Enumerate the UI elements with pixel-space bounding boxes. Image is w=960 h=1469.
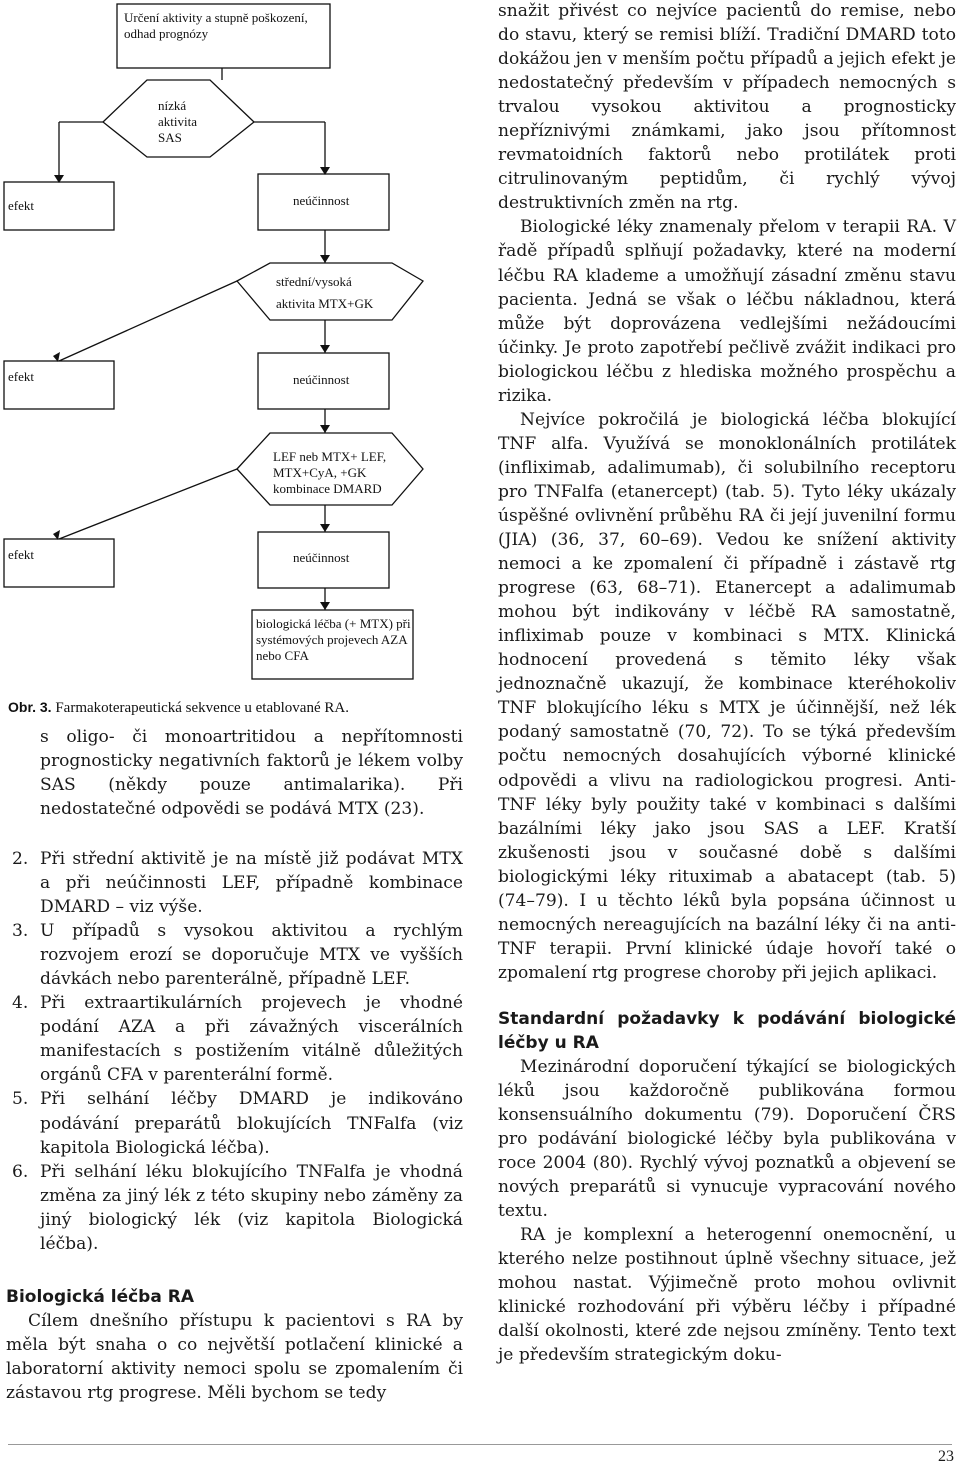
list-text: U případů s vysokou aktivitou a rychlým rozvojem erozí se doporučuje MTX ve vyšších dávkách nebo parenterálně, případně LEF. [40, 921, 463, 990]
flowchart-lines [0, 0, 480, 700]
list-number: 6. [12, 1161, 29, 1182]
fail-text-1: neúčinnost [293, 193, 350, 208]
list-item [12, 1160, 463, 1256]
list-text: Při selhání léku blokujícího TNFalfa je vhodná změna za jiný lék z této skupiny nebo záměny za jiný biologický lék (viz kapitola Biologická léčba). [40, 1161, 463, 1254]
body-paragraph: Biologické léky znamenaly přelom v terapii RA. V řadě případů splňují požadavky, které na moderní léčbu RA klademe a umožňují zásadní změnu stavu pacienta. Jedná se však o léčbu nákladnou, která může být doprovázena vedlejšími nežádoucími účinky. Je proto zapotřebí pečlivě zvážit indikaci pro biologickou léčbu z hlediska možného prospěchu a rizika. [498, 217, 956, 406]
list-number: 4. [12, 993, 29, 1014]
right-column [498, 0, 956, 1368]
footer-rule [8, 1444, 952, 1445]
left-column [40, 725, 463, 821]
page-number: 23 [938, 1448, 954, 1465]
caption-text: Farmakoterapeutická sekvence u etablované RA. [55, 700, 349, 716]
fail-text-3: neúčinnost [293, 550, 350, 565]
efekt-text-1: efekt [8, 198, 34, 213]
list-text: Při selhání léčby DMARD je indikováno podávání preparátů blokujících TNFalfa (viz kapitola Biologická léčba). [40, 1089, 463, 1158]
bio-text: biologická léčba (+ MTX) při systémových projevech AZA nebo CFA [256, 616, 411, 663]
lef-text: LEF neb MTX+ LEF, MTX+CyA, +GK kombinace DMARD [273, 449, 387, 496]
mid-activity-text: střední/vysoká aktivita MTX+GK [276, 274, 374, 311]
list-item [12, 1087, 463, 1159]
body-paragraph: snažit přivést co nejvíce pacientů do remise, nebo do stavu, který se remisi blíží. Tradiční DMARD toto dokážou jen v menším počtu případů a jejich efekt je nedostatečný především v případech nemocných s trvalou vysokou aktivitou a prognosticky nepříznivými známkami, jako jsou přítomnost revmatoidních faktorů nebo protilátek proti citrulinovaným peptidům, či rychlý vývoj destruktivních změn na rtg. [498, 1, 956, 214]
efekt-text-2: efekt [8, 369, 34, 384]
numbered-list [12, 847, 463, 1256]
flowchart [0, 0, 480, 700]
low-activity-text: nízká aktivita SAS [158, 98, 197, 145]
body-paragraph: RA je komplexní a heterogenní onemocnění, u kterého nelze postihnout úplně všechny situace, jež mohou nastat. Výjimečně proto mohou ovlivnit klinické rozhodování při výběru léčby i případné další okolnosti, které zde nejsou zmíněny. Tento text je především strategickým doku- [498, 1225, 956, 1366]
list-item [12, 991, 463, 1087]
efekt-text-3: efekt [8, 547, 34, 562]
body-paragraph: Mezinárodní doporučení týkající se biologických léků jsou každoročně publikována formou konsensuálního dokumentu (79). Doporučení ČRS pro podávání biologické léčby byla publikována v roce 2004 (80). Rychlý vývoj poznatků a objevení se nových preparátů si vynucuje vypracování nového textu. [498, 1056, 956, 1222]
list-number: 2. [12, 849, 29, 869]
section-heading: Biologická léčba RA [6, 1287, 194, 1307]
left-bio-section [6, 1285, 463, 1405]
fail-text-2: neúčinnost [293, 372, 350, 387]
body-paragraph: Nejvíce pokročilá je biologická léčba blokující TNF alfa. Využívá se monoklonálních protilátek (infliximab, adalimumab), či solubilního receptoru pro TNFalfa (etanercept) (tab. 5). Tyto léky ukázaly úspěšné ovlivnění průběhu RA či její juvenilní formu (JIA) (36, 37, 60–69). Vedou ke snížení aktivity nemoci a ke zpomalení či případně i zástavě rtg progrese (63, 68–71). Etanercept a adalimumab mohou být indikovány v léčbě RA samostatně, infliximab pouze v kombinaci s MTX. Klinická hodnocení provedená s těmito léky však jednoznačně ukazují, že kombinace kteréhokoliv TNF blokujícího léku s MTX je účinnější, než lék podaný samostatně (70, 72). To se týká především počtu nemocných dosahujících výborné klinické odpovědi a vlivu na radiologickou progresi. Anti-TNF léky byly použity také v kombinaci s dalšími bazálními léky jako jsou SAS a LEF. Kratší zkušenosti jsou v současné době s dalšími biologickými léky rituximab a abatacept (tab. 5) (74–79). I u těchto léků byla popsána účinnost u nemocných nereagujících na bazální léky či na anti-TNF terapii. První klinické údaje hovoří také o zpomalení rtg progrese choroby při jejich aplikaci. [498, 409, 956, 983]
start-node-text: Určení aktivity a stupně poškození, odhad prognózy [124, 10, 308, 41]
caption-label: Obr. 3. [8, 699, 52, 715]
list-number: 3. [12, 921, 29, 942]
list-text: Při střední aktivitě je na místě již podávat MTX a při neúčinnosti LEF, případně kombinace DMARD – viz výše. [40, 849, 463, 918]
list-number: 5. [12, 1089, 29, 1110]
list-item [12, 919, 463, 991]
list-item [12, 847, 463, 919]
section-heading: Standardní požadavky k podávání biologické léčby u RA [498, 1008, 956, 1053]
body-paragraph: Cílem dnešního přístupu k pacientovi s RA by měla být snaha o co největší potlačení klinické a laboratorní aktivity nemoci spolu se zpomalením či zástavou rtg progrese. Měli bychom se tedy [6, 1311, 463, 1404]
list-text: Při extraartikulárních projevech je vhodné podání AZA a při závažných viscerálních manifestacích s postižením vitálně důležitých orgánů CFA v parenterální formě. [40, 993, 463, 1086]
intro-paragraph: s oligo- či monoartritidou a nepřítomnosti prognosticky negativních faktorů je lékem volby SAS (někdy pouze antimalarika). Při nedostatečné odpovědi se podává MTX (23). [40, 727, 463, 820]
figure-caption [8, 699, 349, 717]
